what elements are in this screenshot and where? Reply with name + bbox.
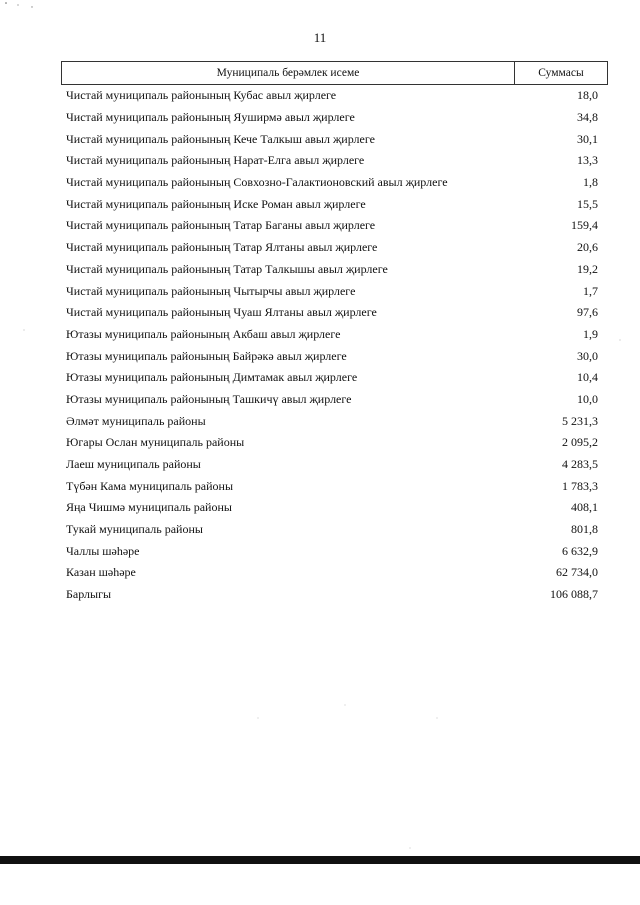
row-amount: 10,0 — [577, 391, 598, 406]
row-name: Чистай муниципаль районының Кече Талкыш авыл җирлеге — [66, 131, 375, 146]
table-row — [66, 410, 598, 432]
row-name: Чистай муниципаль районының Нарат-Елга авыл җирлеге — [66, 153, 365, 168]
row-name: Чистай муниципаль районының Татар Ялтаны авыл җирлеге — [66, 240, 378, 255]
row-name: Чистай муниципаль районының Татар Талкышы авыл җирлеге — [66, 261, 388, 276]
header-sum: Суммасы — [538, 67, 584, 79]
row-name: Ютазы муниципаль районының Димтамак авыл җирлеге — [66, 370, 358, 385]
table-row — [66, 475, 598, 497]
table-row — [66, 324, 598, 346]
row-name: Әлмәт муниципаль районы — [66, 413, 206, 428]
row-amount: 34,8 — [577, 110, 598, 125]
row-name: Чистай муниципаль районының Иске Роман авыл җирлеге — [66, 196, 366, 211]
table-row — [66, 302, 598, 324]
table-row — [66, 85, 598, 107]
row-amount: 1,7 — [583, 283, 598, 298]
table-row — [66, 107, 598, 129]
table-row — [66, 562, 598, 584]
table-row — [66, 280, 598, 302]
table-row — [66, 584, 598, 606]
table-row — [66, 454, 598, 476]
table-row — [66, 172, 598, 194]
row-amount: 801,8 — [571, 522, 598, 537]
page-number: 11 — [313, 30, 327, 45]
table-row — [66, 193, 598, 215]
row-amount: 1,9 — [583, 326, 598, 341]
row-amount: 159,4 — [571, 218, 598, 233]
row-amount: 62 734,0 — [556, 565, 598, 580]
row-name: Чистай муниципаль районының Яуширмә авыл җирлеге — [66, 110, 355, 125]
row-amount: 30,1 — [577, 131, 598, 146]
row-amount: 18,0 — [577, 88, 598, 103]
header-name: Муниципаль берәмлек исеме — [62, 62, 515, 84]
row-name: Чистай муниципаль районының Чуаш Ялтаны авыл җирлеге — [66, 305, 377, 320]
row-name: Яңа Чишмә муниципаль районы — [66, 500, 232, 515]
table-row — [66, 432, 598, 454]
row-amount: 20,6 — [577, 240, 598, 255]
table-row — [66, 519, 598, 541]
row-name: Чистай муниципаль районының Татар Баганы авыл җирлеге — [66, 218, 376, 233]
row-amount: 1 783,3 — [562, 478, 598, 493]
table-row — [66, 389, 598, 411]
table-row — [66, 215, 598, 237]
row-name: Ютазы муниципаль районының Акбаш авыл җирлеге — [66, 326, 341, 341]
row-name: Чаллы шәһәре — [66, 543, 140, 558]
row-name: Тукай муниципаль районы — [66, 522, 203, 537]
row-name: Чистай муниципаль районының Совхозно-Галактионовский авыл җирлеге — [66, 175, 448, 190]
row-name: Югары Ослан муниципаль районы — [66, 435, 245, 450]
row-amount: 1,8 — [583, 175, 598, 190]
row-name: Чистай муниципаль районының Чытырчы авыл җирлеге — [66, 283, 356, 298]
table-row — [66, 128, 598, 150]
scan-border — [0, 856, 640, 864]
row-name: Барлыгы — [66, 587, 112, 602]
table-row — [66, 345, 598, 367]
row-amount: 2 095,2 — [562, 435, 598, 450]
row-amount: 5 231,3 — [562, 413, 598, 428]
table-header — [61, 61, 608, 85]
row-amount: 15,5 — [577, 196, 598, 211]
row-amount: 106 088,7 — [550, 587, 598, 602]
row-amount: 19,2 — [577, 261, 598, 276]
table-row — [66, 259, 598, 281]
table-row — [66, 367, 598, 389]
row-amount: 97,6 — [577, 305, 598, 320]
row-amount: 6 632,9 — [562, 543, 598, 558]
table-row — [66, 150, 598, 172]
row-amount: 4 283,5 — [562, 457, 598, 472]
table-row — [66, 540, 598, 562]
row-name: Казан шәһәре — [66, 565, 136, 580]
row-name: Түбән Кама муниципаль районы — [66, 478, 234, 493]
row-name: Ютазы муниципаль районының Ташкичү авыл җирлеге — [66, 391, 352, 406]
row-name: Ютазы муниципаль районының Байрәкә авыл җирлеге — [66, 348, 347, 363]
row-amount: 408,1 — [571, 500, 598, 515]
row-amount: 10,4 — [577, 370, 598, 385]
table-row — [66, 497, 598, 519]
row-amount: 13,3 — [577, 153, 598, 168]
table-body — [66, 85, 598, 606]
row-amount: 30,0 — [577, 348, 598, 363]
row-name: Лаеш муниципаль районы — [66, 457, 201, 472]
row-name: Чистай муниципаль районының Кубас авыл җирлеге — [66, 88, 337, 103]
table-row — [66, 237, 598, 259]
